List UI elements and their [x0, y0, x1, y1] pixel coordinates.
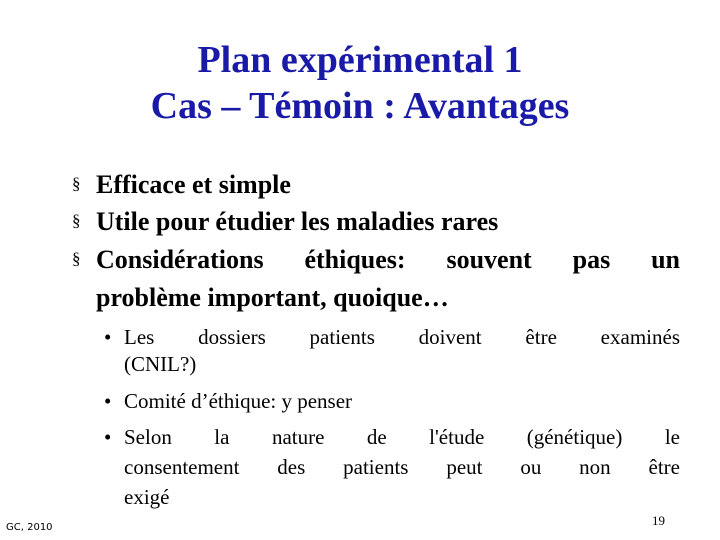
sub-bullet-3-text-line-2: consentement des patients peut ou non être — [124, 455, 680, 479]
page-number: 19 — [652, 513, 665, 528]
bullet-3-text-line-1: Considérations éthiques: souvent pas un — [96, 245, 680, 274]
bullet-marker-icon: § — [72, 249, 81, 268]
sub-bullet-1-text-line-1: Les dossiers patients doivent être examinés — [124, 325, 680, 349]
bullet-marker-icon: § — [72, 174, 81, 193]
bullet-2-text: Utile pour étudier les maladies rares — [96, 207, 499, 236]
sub-bullet-2-text: Comité d’éthique: y penser — [124, 389, 353, 413]
sub-bullet-3-text-line-3: exigé — [124, 485, 170, 509]
sub-bullet-dot-icon: • — [104, 325, 112, 349]
sub-bullet-dot-icon: • — [104, 389, 112, 413]
slide-title-line-1: Plan expérimental 1 — [197, 39, 523, 81]
bullet-1-text: Efficace et simple — [96, 170, 291, 199]
sub-bullet-3-text-line-1: Selon la nature de l'étude (génétique) le — [124, 425, 680, 449]
slide-title-line-2: Cas – Témoin : Avantages — [150, 85, 570, 127]
bullet-3-text-line-2: problème important, quoique… — [96, 283, 449, 312]
bullet-marker-icon: § — [72, 211, 81, 230]
footer-author-year: GC, 2010 — [6, 522, 53, 533]
sub-bullet-1-text-line-2: (CNIL?) — [124, 352, 197, 376]
sub-bullet-dot-icon: • — [104, 425, 112, 449]
